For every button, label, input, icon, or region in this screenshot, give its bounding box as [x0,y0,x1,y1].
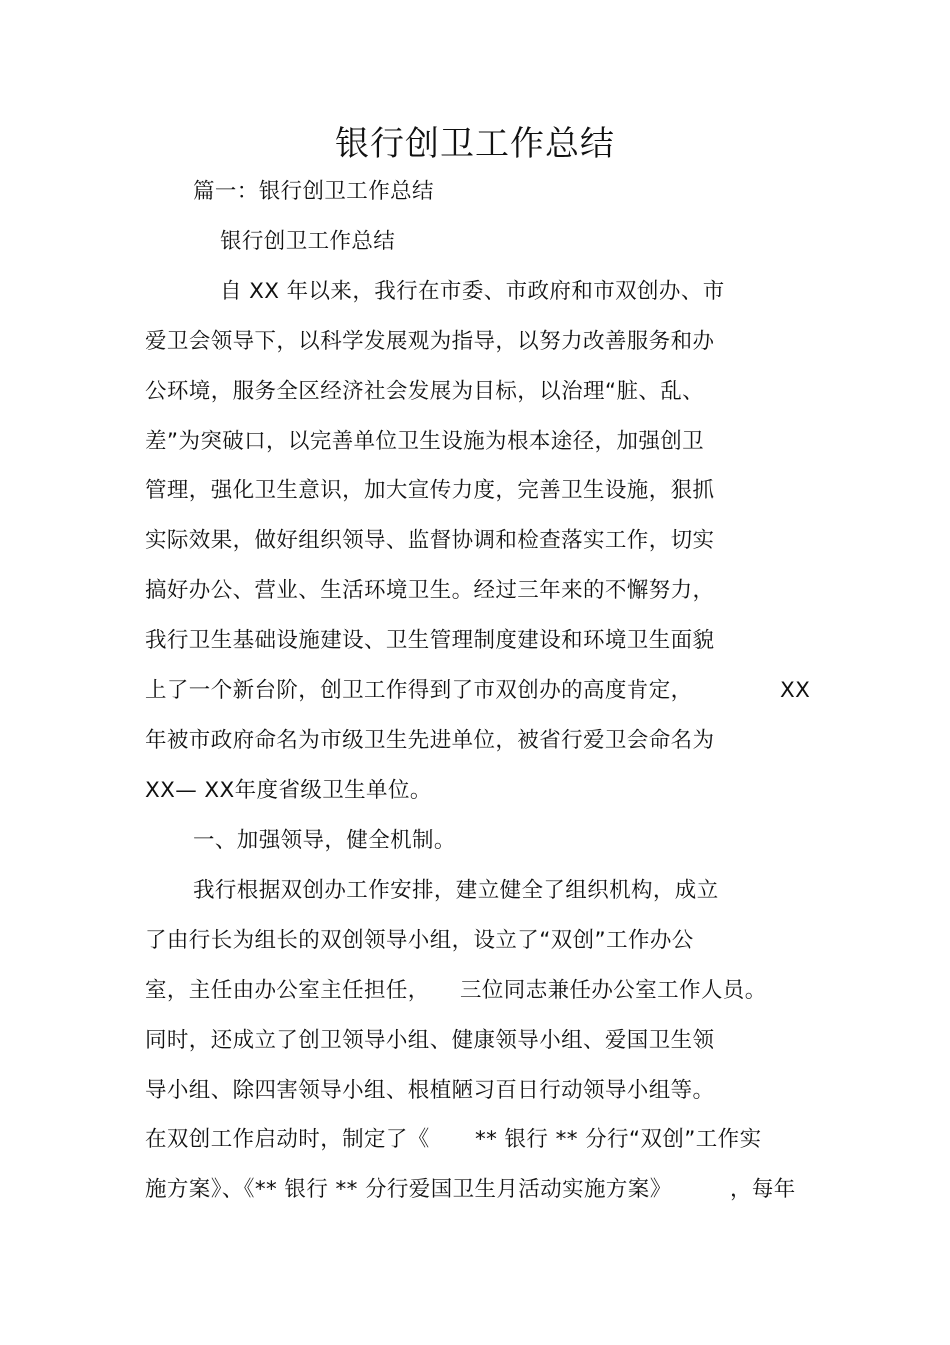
section-heading: 篇一：银行创卫工作总结 [193,179,434,204]
document-title: 银行创卫工作总结 [335,124,615,164]
paragraph2-line-7: 施方案》、《** 银行 ** 分行爱国卫生月活动实施方案》 [145,1177,672,1202]
paragraph2-line-2: 了由行长为组长的双创领导小组，设立了“双创”工作办公 [145,928,694,953]
paragraph2-line-4: 同时，还成立了创卫领导小组、健康领导小组、爱国卫生领 [145,1028,715,1053]
paragraph2-line-6: 在双创工作启动时，制定了《 [145,1127,430,1152]
paragraph1-line-2: 爱卫会领导下，以科学发展观为指导，以努力改善服务和办 [145,329,715,354]
paragraph1-line-8: 我行卫生基础设施建设、卫生管理制度建设和环境卫生面貌 [145,628,715,653]
paragraph1-line-1: 自 XX 年以来，我行在市委、市政府和市双创办、市 [220,279,725,304]
paragraph1-line-7: 搞好办公、营业、生活环境卫生。经过三年来的不懈努力， [145,578,715,603]
paragraph2-line-3: 室，主任由办公室主任担任， [145,978,430,1003]
subtitle: 银行创卫工作总结 [220,229,396,254]
paragraph1-line-4: 差”为突破口，以完善单位卫生设施为根本途径，加强创卫 [145,429,705,454]
heading-1: 一、加强领导，健全机制。 [193,828,456,853]
paragraph2-line-5: 导小组、除四害领导小组、根植陋习百日行动领导小组等。 [145,1078,715,1103]
paragraph1-line-9: 上了一个新台阶，创卫工作得到了市双创办的高度肯定， [145,678,693,703]
paragraph1-line-9-tail: XX [780,678,811,703]
paragraph1-line-5: 管理，强化卫生意识，加大宣传力度，完善卫生设施，狠抓 [145,478,715,503]
paragraph2-line-3-tail: 三位同志兼任办公室工作人员。 [460,978,767,1003]
paragraph2-line-1: 我行根据双创办工作安排，建立健全了组织机构，成立 [193,878,719,903]
paragraph1-line-3: 公环境，服务全区经济社会发展为目标，以治理“脏、乱、 [145,379,705,404]
paragraph1-line-6: 实际效果，做好组织领导、监督协调和检查落实工作，切实 [145,528,715,553]
paragraph2-line-6-tail: ** 银行 ** 分行“双创”工作实 [475,1127,762,1152]
paragraph2-line-7-tail: ，每年 [730,1177,796,1202]
paragraph1-line-11: XX— XX年度省级卫生单位。 [145,778,432,803]
paragraph1-line-10: 年被市政府命名为市级卫生先进单位，被省行爱卫会命名为 [145,728,715,753]
